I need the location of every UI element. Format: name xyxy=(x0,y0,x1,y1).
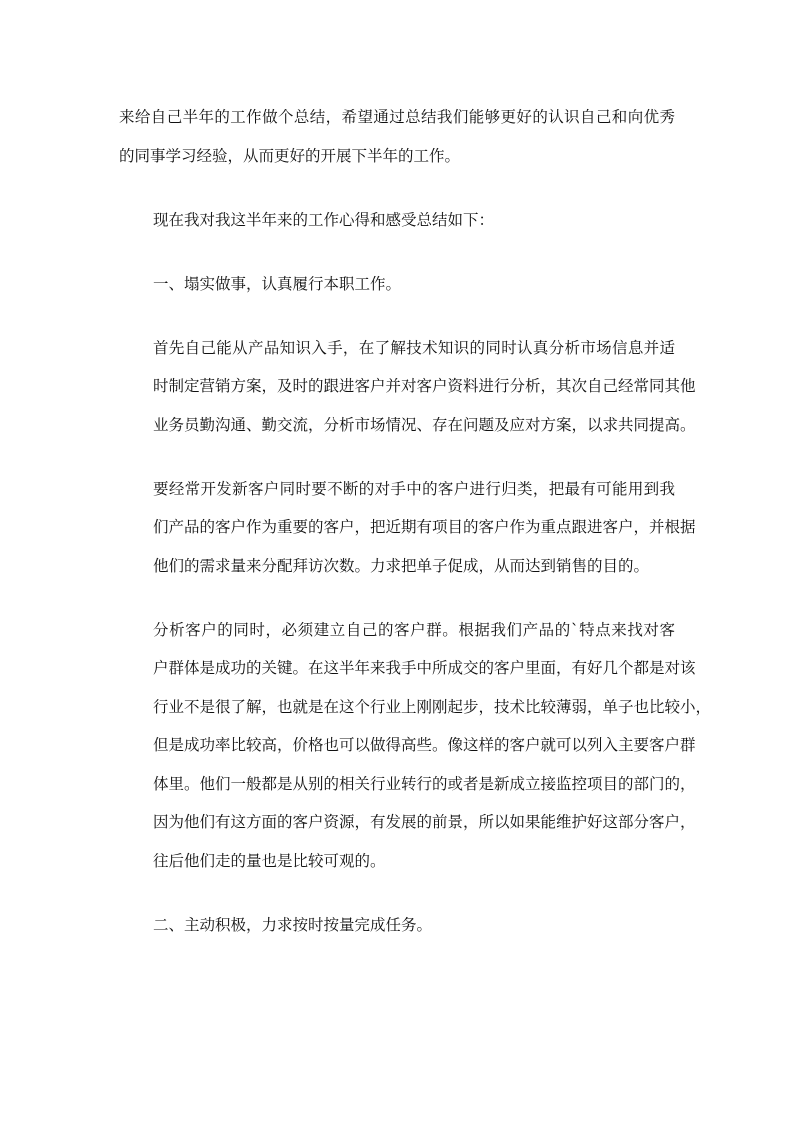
text-line: 因为他们有这方面的客户资源，有发展的前景，所以如果能维护好这部分客户， xyxy=(153,813,696,831)
text-line: 一、塌实做事，认真履行本职工作。 xyxy=(153,274,402,293)
paragraph-5 xyxy=(119,611,712,881)
text-line: 他们的需求量来分配拜访次数。力求把单子促成，从而达到销售的目的。 xyxy=(153,556,650,575)
text-line: 要经常开发新客户同时要不断的对手中的客户进行归类，把最有可能用到我 xyxy=(153,479,675,498)
text-line: 户群体是成功的关键。在这半年来我手中所成交的客户里面，有好几个都是对该 xyxy=(153,659,696,677)
text-line: 现在我对我这半年来的工作心得和感受总结如下： xyxy=(153,210,495,229)
text-line: 业务员勤沟通、勤交流，分析市场情况、存在问题及应对方案，以求共同提高。 xyxy=(153,415,696,434)
paragraph-3 xyxy=(119,329,696,445)
section-heading-2 xyxy=(119,906,675,945)
document-body xyxy=(119,98,712,970)
paragraph-1 xyxy=(119,98,675,175)
text-line: 但是成功率比较高，价格也可以做得高些。像这样的客户就可以列入主要客户群 xyxy=(153,736,696,754)
text-line: 时制定营销方案，及时的跟进客户并对客户资料进行分析，其次自己经常同其他 xyxy=(153,377,696,395)
text-line: 分析客户的同时，必须建立自己的客户群。根据我们产品的`特点来找对客 xyxy=(153,620,675,639)
text-line: 二、主动积极，力求按时按量完成任务。 xyxy=(153,915,433,934)
text-line: 来给自己半年的工作做个总结，希望通过总结我们能够更好的认识自己和向优秀 xyxy=(119,108,675,126)
text-line: 体里。他们一般都是从别的相关行业转行的或者是新成立接监控项目的部门的， xyxy=(153,774,696,793)
text-line: 们产品的客户作为重要的客户，把近期有项目的客户作为重点跟进客户，并根据 xyxy=(153,518,696,536)
text-line: 往后他们走的量也是比较可观的。 xyxy=(153,851,386,870)
section-heading-1 xyxy=(119,265,675,304)
text-line: 首先自己能从产品知识入手，在了解技术知识的同时认真分析市场信息并适 xyxy=(153,338,675,357)
text-line: 行业不是很了解，也就是在这个行业上刚刚起步，技术比较薄弱，单子也比较小， xyxy=(153,697,712,716)
text-line: 的同事学习经验，从而更好的开展下半年的工作。 xyxy=(119,146,461,165)
paragraph-4 xyxy=(119,470,696,586)
paragraph-2 xyxy=(119,201,675,240)
